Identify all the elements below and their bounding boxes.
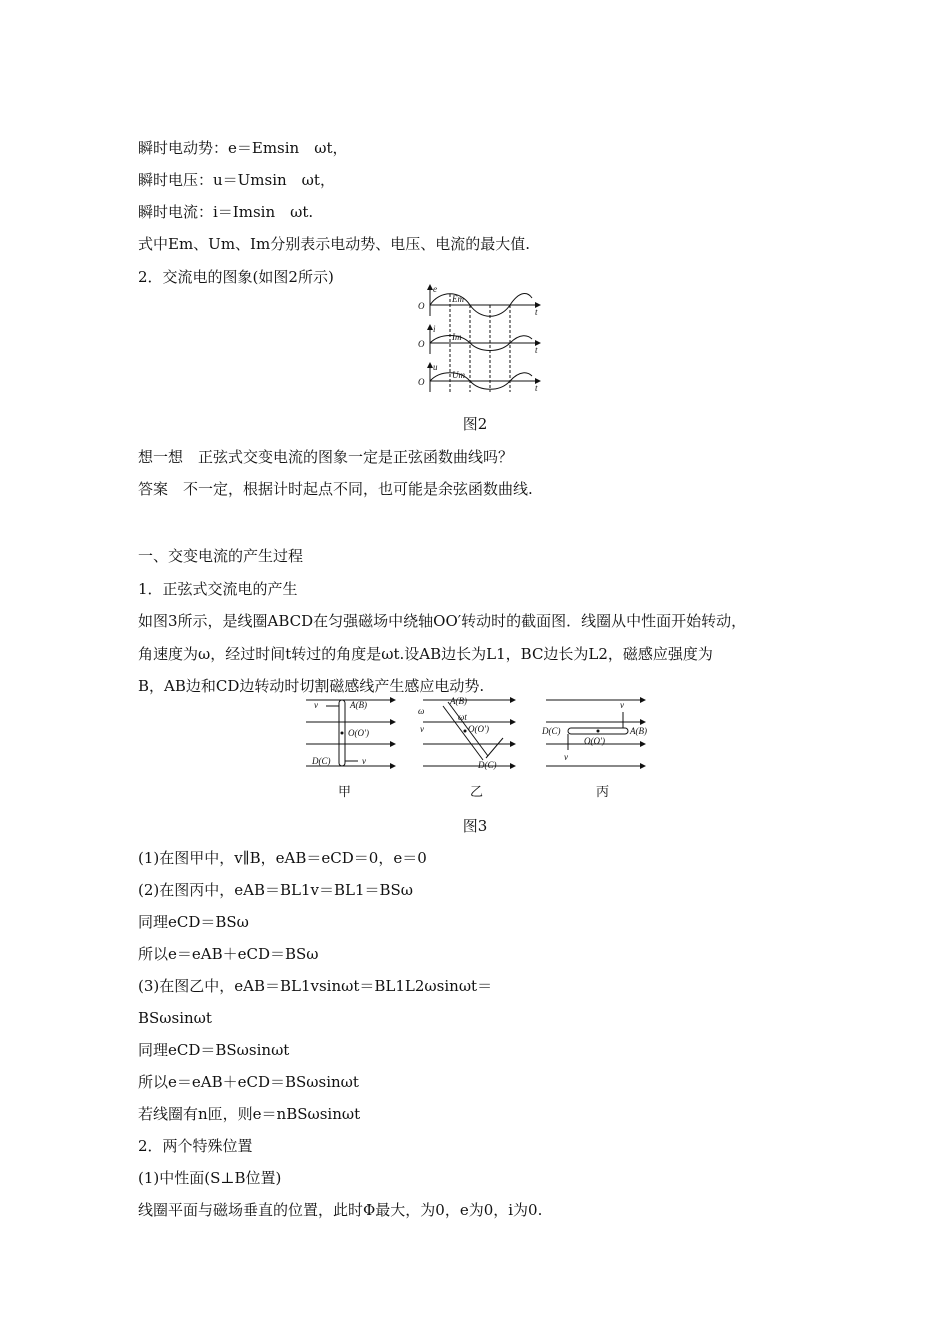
panel-jia: 甲 [338, 784, 352, 799]
line-16: 所以e＝eAB＋eCD＝BSω [138, 945, 319, 963]
line-5: 2．交流电的图象(如图2所示) [138, 268, 334, 286]
line-24: 线圈平面与磁场垂直的位置，此时Φ最大，为0，e为0，i为0. [138, 1201, 543, 1219]
label-e: e [433, 284, 437, 294]
label-u: u [433, 362, 438, 372]
figure-3-caption: 图3 [462, 817, 488, 835]
line-21: 若线圈有n匝，则e＝nBSωsinωt [138, 1105, 361, 1123]
figure-2-caption: 图2 [462, 415, 488, 433]
line-7: 答案 不一定，根据计时起点不同，也可能是余弦函数曲线. [138, 480, 533, 498]
yi-label-omegat: ωt [458, 712, 467, 722]
line-2: 瞬时电压：u＝Umsin ωt， [138, 171, 335, 189]
line-23: (1)中性面(S⊥B位置) [138, 1169, 282, 1187]
jia-label-v1: v [314, 700, 318, 710]
label-t-1: t [535, 307, 538, 317]
line-10: 如图3所示，是线圈ABCD在匀强磁场中绕轴OO′转动时的截面图．线圈从中性面开始转动， [138, 612, 747, 630]
label-Um: Um [452, 370, 465, 380]
yi-label-D: D(C) [478, 760, 497, 770]
line-4: 式中Em、Um、Im分别表示电动势、电压、电流的最大值. [138, 235, 530, 253]
line-14: (2)在图丙中，eAB＝BL1v＝BL1＝BSω [138, 881, 414, 899]
figure-2 [410, 282, 546, 404]
yi-label-omega: ω [418, 706, 425, 716]
label-O-1: O [418, 301, 425, 311]
line-20: 所以e＝eAB＋eCD＝BSωsinωt [138, 1073, 359, 1091]
line-9: 1．正弦式交流电的产生 [138, 580, 298, 598]
bing-label-A: A(B) [630, 726, 647, 736]
line-12: B，AB边和CD边转动时切割磁感线产生感应电动势. [138, 677, 485, 695]
panel-bing: 丙 [596, 784, 610, 799]
jia-label-v2: v [362, 756, 366, 766]
label-O-3: O [418, 377, 425, 387]
panel-yi: 乙 [470, 784, 484, 799]
line-11: 角速度为ω，经过时间t转过的角度是ωt.设AB边长为L1，BC边长为L2，磁感应强度为 [138, 645, 713, 663]
bing-label-O: O(O′) [584, 736, 605, 746]
section-heading: 一、交变电流的产生过程 [138, 547, 304, 565]
line-13: (1)在图甲中，v∥B，eAB＝eCD＝0，e＝0 [138, 849, 427, 867]
jia-label-D: D(C) [312, 756, 331, 766]
label-Em: Em [452, 294, 464, 304]
line-19: 同理eCD＝BSωsinωt [138, 1041, 290, 1059]
line-6: 想一想 正弦式交变电流的图象一定是正弦函数曲线吗？ [138, 448, 514, 466]
yi-label-v: v [420, 724, 424, 734]
bing-label-v2: v [564, 752, 568, 762]
jia-label-A: A(B) [350, 700, 367, 710]
yi-label-A: A(B) [450, 696, 467, 706]
line-17: (3)在图乙中，eAB＝BL1vsinωt＝BL1L2ωsinωt＝ [138, 977, 493, 995]
label-Im: Im [452, 332, 462, 342]
yi-label-O: O(O′) [468, 724, 489, 734]
label-i: i [433, 324, 436, 334]
bing-label-D: D(C) [542, 726, 561, 736]
label-t-3: t [535, 383, 538, 393]
figure-3 [298, 692, 668, 804]
line-22: 2．两个特殊位置 [138, 1137, 253, 1155]
jia-label-O: O(O′) [348, 728, 369, 738]
line-15: 同理eCD＝BSω [138, 913, 249, 931]
bing-label-v1: v [620, 700, 624, 710]
line-1: 瞬时电动势：e＝Emsin ωt， [138, 139, 348, 157]
label-t-2: t [535, 345, 538, 355]
label-O-2: O [418, 339, 425, 349]
line-3: 瞬时电流：i＝Imsin ωt. [138, 203, 314, 221]
line-18: BSωsinωt [138, 1009, 212, 1027]
